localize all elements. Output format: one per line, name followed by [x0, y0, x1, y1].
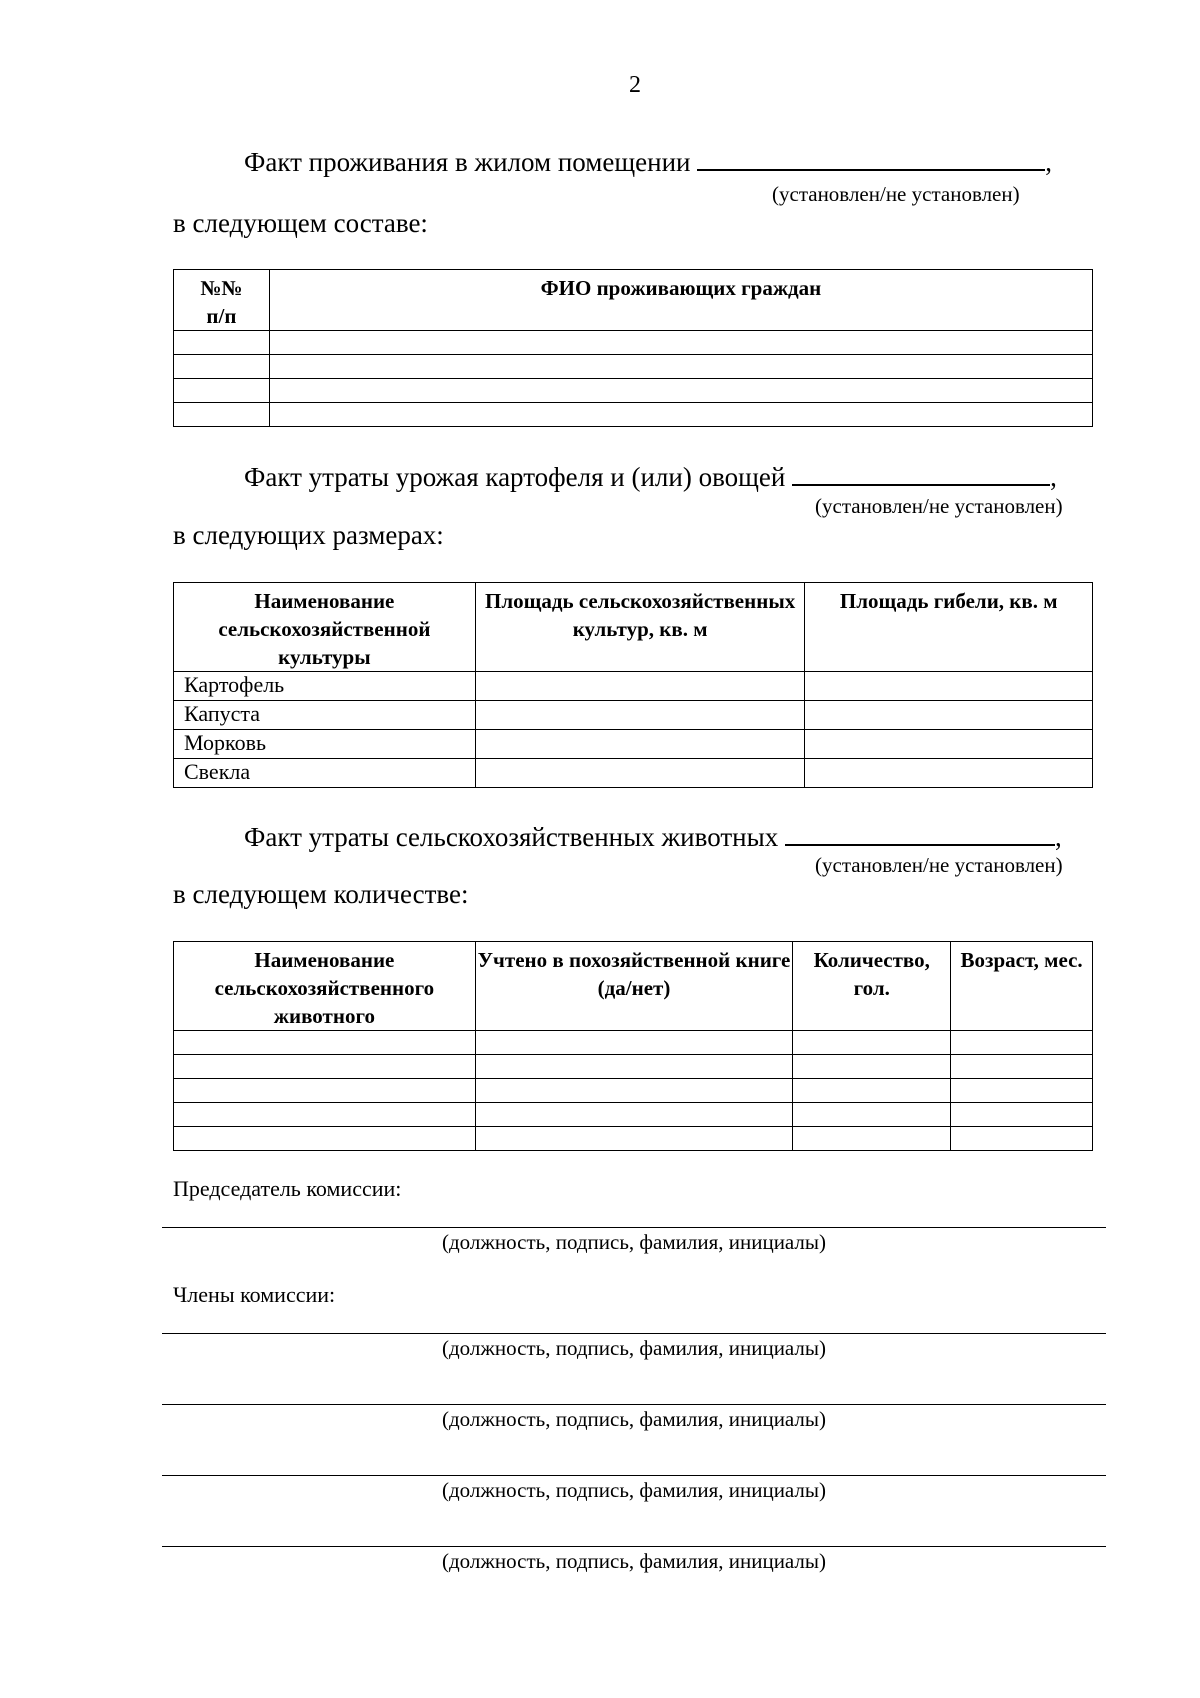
- animal-header-count: Количество, гол.: [793, 942, 951, 1031]
- crop-loss-blank[interactable]: [792, 460, 1050, 486]
- crop-loss-cell[interactable]: [805, 672, 1093, 701]
- member-signature-line-4[interactable]: [162, 1546, 1106, 1547]
- animal-loss-comma: ,: [1054, 822, 1062, 852]
- animal-header-age: Возраст, мес.: [951, 942, 1093, 1031]
- table-row: [174, 701, 1093, 730]
- crop-name-cell: Картофель: [174, 672, 476, 701]
- crop-header-loss-area: Площадь гибели, кв. м: [805, 583, 1093, 672]
- crop-loss-cell[interactable]: [805, 730, 1093, 759]
- member-signature-caption-4: (должность, подпись, фамилия, инициалы): [441, 1549, 827, 1573]
- residence-fact-hint: (установлен/не установлен): [772, 182, 1020, 206]
- crop-loss-cell[interactable]: [805, 759, 1093, 788]
- table-row: [174, 379, 1093, 403]
- table-cell[interactable]: [793, 1055, 951, 1079]
- member-signature-caption-2: (должность, подпись, фамилия, инициалы): [441, 1407, 827, 1431]
- table-cell[interactable]: [951, 1127, 1093, 1151]
- table-cell[interactable]: [174, 331, 270, 355]
- member-signature-line-3[interactable]: [162, 1475, 1106, 1476]
- table-row: [174, 1103, 1093, 1127]
- crop-area-cell[interactable]: [475, 672, 805, 701]
- table-cell[interactable]: [174, 379, 270, 403]
- table-row: [174, 759, 1093, 788]
- table-cell[interactable]: [174, 1031, 476, 1055]
- residence-fact-line: [244, 145, 1052, 178]
- chairman-signature-line[interactable]: [162, 1227, 1106, 1228]
- table-row: [174, 1055, 1093, 1079]
- table-row: [174, 1079, 1093, 1103]
- animal-loss-table: [173, 941, 1093, 1151]
- table-cell[interactable]: [951, 1079, 1093, 1103]
- member-signature-line-1[interactable]: [162, 1333, 1106, 1334]
- animal-loss-line: [244, 820, 1062, 853]
- table-cell[interactable]: [793, 1103, 951, 1127]
- table-row: [174, 403, 1093, 427]
- table-cell[interactable]: [269, 379, 1092, 403]
- table-row: [174, 730, 1093, 759]
- members-label: Члены комиссии:: [173, 1282, 336, 1307]
- member-signature-caption-1: (должность, подпись, фамилия, инициалы): [441, 1336, 827, 1360]
- crop-loss-comma: ,: [1050, 462, 1057, 492]
- table-cell[interactable]: [174, 1103, 476, 1127]
- animal-header-name: Наименование сельскохозяйственного животного: [174, 942, 476, 1031]
- residents-header-number: №№ п/п: [174, 270, 270, 331]
- table-cell[interactable]: [174, 1079, 476, 1103]
- residents-table: [173, 269, 1093, 427]
- crop-name-cell: Свекла: [174, 759, 476, 788]
- crop-header-name: Наименование сельскохозяйственной культуры: [174, 583, 476, 672]
- table-cell[interactable]: [174, 355, 270, 379]
- animal-loss-blank[interactable]: [785, 820, 1055, 846]
- table-row: [174, 355, 1093, 379]
- crop-loss-hint: (установлен/не установлен): [815, 494, 1063, 518]
- crop-area-cell[interactable]: [475, 730, 805, 759]
- table-cell[interactable]: [475, 1127, 793, 1151]
- table-cell[interactable]: [475, 1055, 793, 1079]
- crop-area-cell[interactable]: [475, 759, 805, 788]
- crop-header-area: Площадь сельскохозяйственных культур, кв. м: [475, 583, 805, 672]
- crop-loss-text: Факт утраты урожая картофеля и (или) овощей: [244, 462, 786, 492]
- table-cell[interactable]: [793, 1079, 951, 1103]
- table-cell[interactable]: [475, 1031, 793, 1055]
- member-signature-caption-3: (должность, подпись, фамилия, инициалы): [441, 1478, 827, 1502]
- table-row: [174, 1127, 1093, 1151]
- table-cell[interactable]: [951, 1055, 1093, 1079]
- animal-loss-hint: (установлен/не установлен): [815, 853, 1063, 877]
- chairman-label: Председатель комиссии:: [173, 1176, 402, 1201]
- crop-name-cell: Морковь: [174, 730, 476, 759]
- table-cell[interactable]: [951, 1103, 1093, 1127]
- table-row: [174, 1031, 1093, 1055]
- table-cell[interactable]: [269, 331, 1092, 355]
- table-row: [174, 672, 1093, 701]
- residents-header-name: ФИО проживающих граждан: [269, 270, 1092, 331]
- table-cell[interactable]: [951, 1031, 1093, 1055]
- chairman-signature-caption: (должность, подпись, фамилия, инициалы): [441, 1230, 827, 1254]
- table-cell[interactable]: [174, 1055, 476, 1079]
- table-cell[interactable]: [174, 1127, 476, 1151]
- crop-loss-line: [244, 460, 1057, 493]
- residence-fact-text: Факт проживания в жилом помещении: [244, 147, 691, 177]
- table-cell[interactable]: [269, 403, 1092, 427]
- table-cell[interactable]: [269, 355, 1092, 379]
- table-cell[interactable]: [475, 1079, 793, 1103]
- table-cell[interactable]: [174, 403, 270, 427]
- table-cell[interactable]: [793, 1127, 951, 1151]
- table-cell[interactable]: [475, 1103, 793, 1127]
- crop-loss-size-label: в следующих размерах:: [173, 520, 444, 550]
- residence-fact-blank[interactable]: [697, 145, 1045, 171]
- member-signature-line-2[interactable]: [162, 1404, 1106, 1405]
- crop-area-cell[interactable]: [475, 701, 805, 730]
- residence-fact-comma: ,: [1045, 147, 1052, 177]
- table-cell[interactable]: [793, 1031, 951, 1055]
- animal-header-registered: Учтено в похозяйственной книге (да/нет): [475, 942, 793, 1031]
- residence-composition-label: в следующем составе:: [173, 208, 428, 238]
- crop-loss-table: [173, 582, 1093, 788]
- animal-loss-text: Факт утраты сельскохозяйственных животных: [244, 822, 779, 852]
- animal-loss-count-label: в следующем количестве:: [173, 879, 469, 909]
- table-row: [174, 331, 1093, 355]
- page-number: 2: [629, 72, 641, 98]
- crop-name-cell: Капуста: [174, 701, 476, 730]
- crop-loss-cell[interactable]: [805, 701, 1093, 730]
